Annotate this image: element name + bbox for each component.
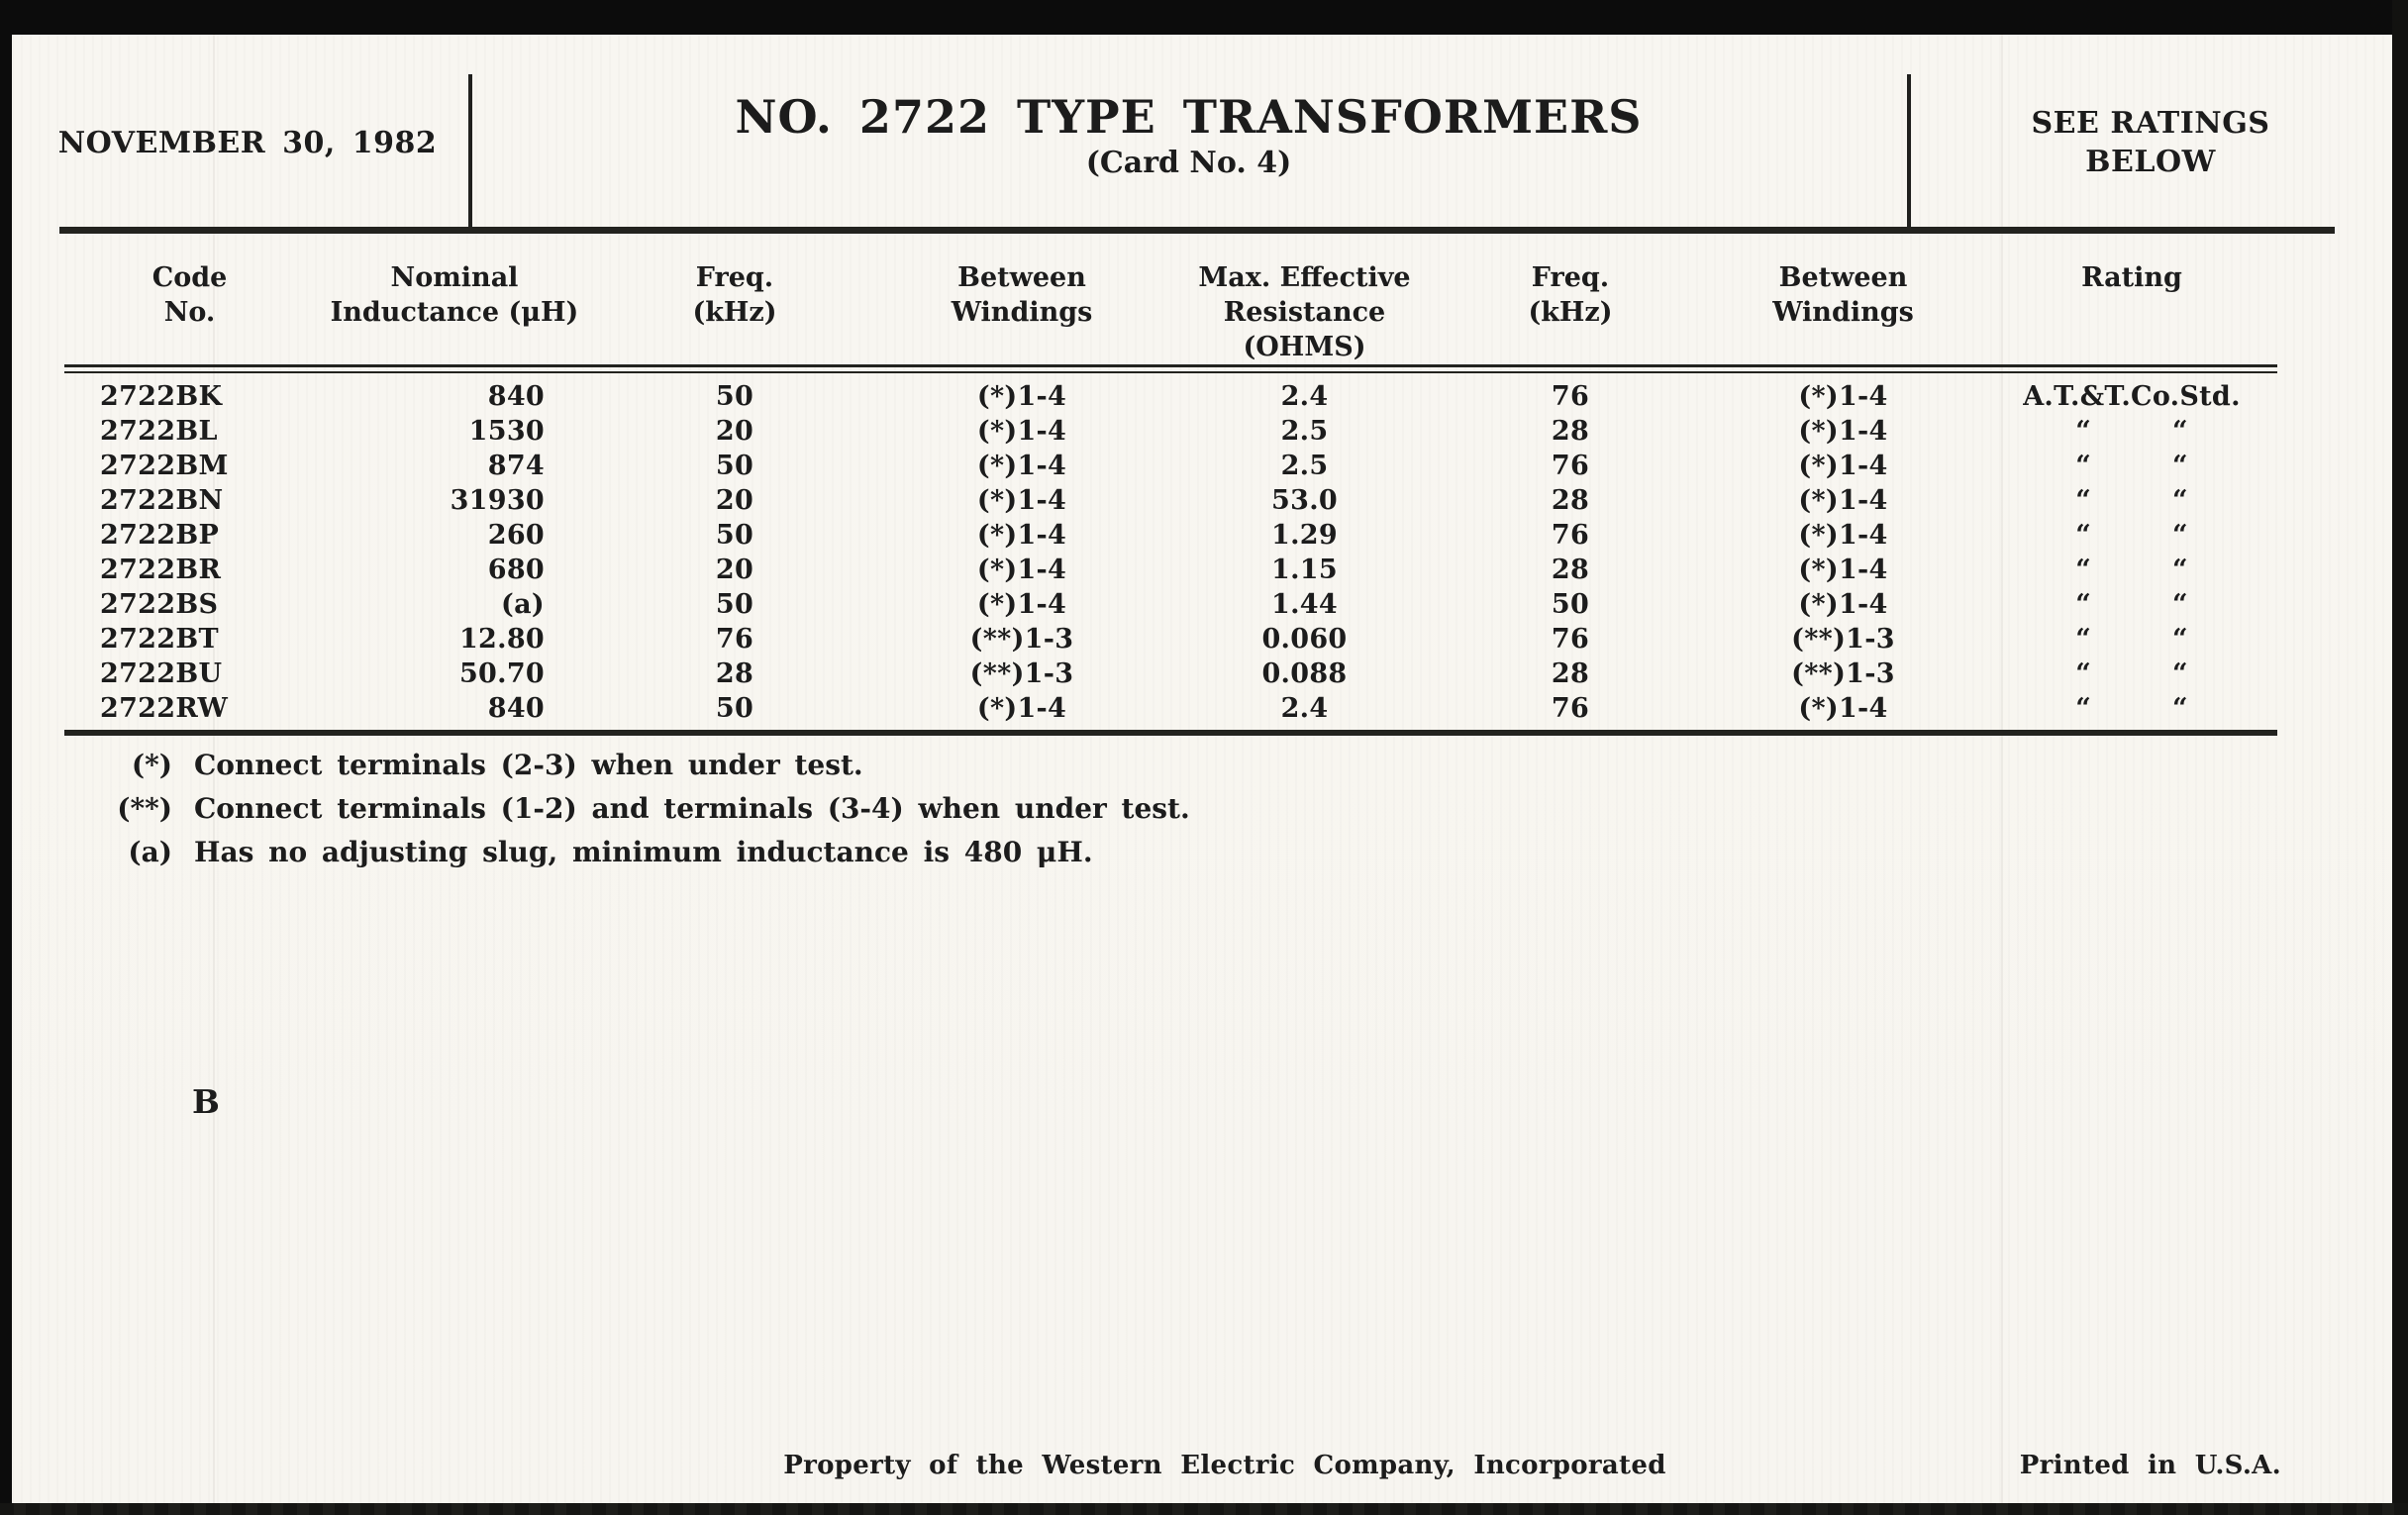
cell-freq-2: 28 — [1551, 485, 1590, 516]
cell-freq-1: 20 — [715, 485, 754, 516]
footnote-text: Connect terminals (2-3) when under test. — [194, 749, 863, 781]
cell-rating: “ “ — [2075, 589, 2188, 620]
cell-windings-1: (*)1-4 — [976, 485, 1067, 516]
cell-inductance: 31930 — [450, 485, 545, 516]
cell-code: 2722BU — [100, 658, 223, 689]
ratings-note-line1: SEE RATINGS — [2031, 106, 2270, 141]
cell-code: 2722BT — [100, 624, 219, 655]
cell-code: 2722BS — [100, 589, 219, 620]
cell-freq-2: 28 — [1551, 416, 1590, 447]
cell-freq-1: 50 — [715, 381, 754, 412]
cell-freq-1: 20 — [715, 555, 754, 585]
footnote-marker: (**) — [117, 792, 172, 825]
cell-code: 2722RW — [100, 693, 229, 724]
cell-freq-2: 28 — [1551, 658, 1590, 689]
cell-windings-2: (**)1-3 — [1791, 658, 1895, 689]
cell-resistance: 2.4 — [1280, 693, 1329, 724]
cell-inductance: 680 — [487, 555, 545, 585]
card-date: NOVEMBER 30, 1982 — [57, 126, 438, 160]
cell-resistance: 53.0 — [1271, 485, 1338, 516]
cell-code: 2722BM — [100, 451, 229, 481]
cell-resistance: 0.060 — [1261, 624, 1348, 655]
cell-windings-2: (*)1-4 — [1798, 589, 1888, 620]
cell-windings-2: (**)1-3 — [1791, 624, 1895, 655]
cell-windings-2: (*)1-4 — [1798, 485, 1888, 516]
column-header-windings-1: Between Windings — [951, 262, 1093, 328]
cell-freq-1: 50 — [715, 693, 754, 724]
scan-border-right — [2392, 0, 2408, 1515]
cell-freq-2: 76 — [1551, 624, 1590, 655]
cell-rating: “ “ — [2075, 416, 2188, 447]
footnotes — [99, 744, 1190, 874]
table-body — [64, 379, 2277, 726]
cell-windings-1: (*)1-4 — [976, 520, 1067, 551]
cell-rating: “ “ — [2075, 624, 2188, 655]
cell-inductance: 840 — [487, 693, 545, 724]
cell-resistance: 1.29 — [1271, 520, 1338, 551]
cell-rating: A.T.&T.Co.Std. — [2023, 381, 2241, 412]
cell-resistance: 2.5 — [1280, 451, 1329, 481]
printed-in-notice: Printed in U.S.A. — [2019, 1451, 2281, 1480]
cell-inductance: (a) — [501, 589, 545, 620]
cell-windings-1: (*)1-4 — [976, 693, 1067, 724]
table-bottom-rule — [64, 730, 2277, 736]
scan-border-bottom — [0, 1503, 2408, 1515]
transformer-data-card — [12, 35, 2392, 1503]
table-row — [64, 379, 2277, 414]
title-block — [470, 90, 1907, 183]
property-notice: Property of the Western Electric Company, Incorporated — [783, 1451, 1666, 1480]
footnote-single-asterisk — [99, 744, 1190, 787]
cell-rating: “ “ — [2075, 520, 2188, 551]
table-row — [64, 483, 2277, 518]
cell-freq-2: 28 — [1551, 555, 1590, 585]
cell-resistance: 0.088 — [1261, 658, 1348, 689]
header-double-rule — [64, 364, 2277, 373]
cell-windings-1: (*)1-4 — [976, 555, 1067, 585]
column-header-freq-1: Freq. (kHz) — [692, 262, 777, 328]
table-row — [64, 691, 2277, 726]
cell-rating: “ “ — [2075, 555, 2188, 585]
cell-windings-2: (*)1-4 — [1798, 520, 1888, 551]
cell-resistance: 2.4 — [1280, 381, 1329, 412]
table-row — [64, 587, 2277, 622]
page-title: NO. 2722 TYPE TRANSFORMERS — [735, 90, 1643, 144]
cell-rating: “ “ — [2075, 658, 2188, 689]
cell-inductance: 50.70 — [458, 658, 545, 689]
ratings-note — [1909, 104, 2392, 181]
cell-windings-2: (*)1-4 — [1798, 381, 1888, 412]
column-header-code: Code No. — [151, 262, 228, 328]
cell-rating: “ “ — [2075, 693, 2188, 724]
cell-code: 2722BL — [100, 416, 218, 447]
footnote-marker: (a) — [128, 836, 172, 868]
cell-inductance: 874 — [487, 451, 545, 481]
footnote-text: Connect terminals (1-2) and terminals (3-4) when under test. — [194, 792, 1190, 825]
ratings-note-line2: BELOW — [2085, 145, 2216, 179]
page-marker: B — [192, 1082, 220, 1121]
table-row — [64, 553, 2277, 587]
footnote-a — [99, 831, 1190, 874]
cell-windings-2: (*)1-4 — [1798, 555, 1888, 585]
footnote-marker: (*) — [131, 749, 172, 781]
cell-inductance: 1530 — [468, 416, 545, 447]
table-row — [64, 622, 2277, 656]
cell-resistance: 1.15 — [1271, 555, 1338, 585]
cell-windings-2: (*)1-4 — [1798, 693, 1888, 724]
cell-freq-1: 50 — [715, 589, 754, 620]
cell-windings-1: (**)1-3 — [969, 658, 1074, 689]
cell-freq-1: 20 — [715, 416, 754, 447]
table-row — [64, 414, 2277, 449]
cell-inductance: 12.80 — [458, 624, 545, 655]
table-row — [64, 656, 2277, 691]
cell-windings-1: (*)1-4 — [976, 381, 1067, 412]
cell-freq-1: 76 — [715, 624, 754, 655]
cell-resistance: 1.44 — [1271, 589, 1338, 620]
cell-inductance: 840 — [487, 381, 545, 412]
paper-crease-right — [2001, 35, 2003, 1503]
column-header-rating: Rating — [2081, 262, 2182, 293]
card-number: (Card No. 4) — [1085, 146, 1292, 180]
cell-code: 2722BR — [100, 555, 222, 585]
scan-border-top — [0, 0, 2408, 35]
table-header-row — [64, 260, 2277, 364]
cell-freq-1: 50 — [715, 451, 754, 481]
cell-freq-1: 28 — [715, 658, 754, 689]
cell-windings-2: (*)1-4 — [1798, 451, 1888, 481]
cell-windings-2: (*)1-4 — [1798, 416, 1888, 447]
cell-freq-2: 76 — [1551, 381, 1590, 412]
table-row — [64, 518, 2277, 553]
cell-freq-2: 50 — [1551, 589, 1590, 620]
table-row — [64, 449, 2277, 483]
cell-code: 2722BP — [100, 520, 220, 551]
column-header-windings-2: Between Windings — [1772, 262, 1914, 328]
column-header-freq-2: Freq. (kHz) — [1528, 262, 1613, 328]
column-header-inductance: Nominal Inductance (μH) — [330, 262, 579, 328]
cell-inductance: 260 — [487, 520, 545, 551]
cell-windings-1: (**)1-3 — [969, 624, 1074, 655]
cell-rating: “ “ — [2075, 451, 2188, 481]
cell-resistance: 2.5 — [1280, 416, 1329, 447]
cell-code: 2722BN — [100, 485, 224, 516]
footnote-text: Has no adjusting slug, minimum inductance is 480 μH. — [194, 836, 1093, 868]
cell-windings-1: (*)1-4 — [976, 416, 1067, 447]
cell-freq-2: 76 — [1551, 693, 1590, 724]
column-header-resistance: Max. Effective Resistance (OHMS) — [1198, 262, 1411, 362]
header-rule — [59, 227, 2335, 234]
cell-freq-2: 76 — [1551, 451, 1590, 481]
footnote-double-asterisk — [99, 787, 1190, 831]
cell-code: 2722BK — [100, 381, 223, 412]
cell-freq-1: 50 — [715, 520, 754, 551]
cell-freq-2: 76 — [1551, 520, 1590, 551]
cell-windings-1: (*)1-4 — [976, 451, 1067, 481]
cell-windings-1: (*)1-4 — [976, 589, 1067, 620]
scan-border-left — [0, 0, 12, 1515]
cell-rating: “ “ — [2075, 485, 2188, 516]
